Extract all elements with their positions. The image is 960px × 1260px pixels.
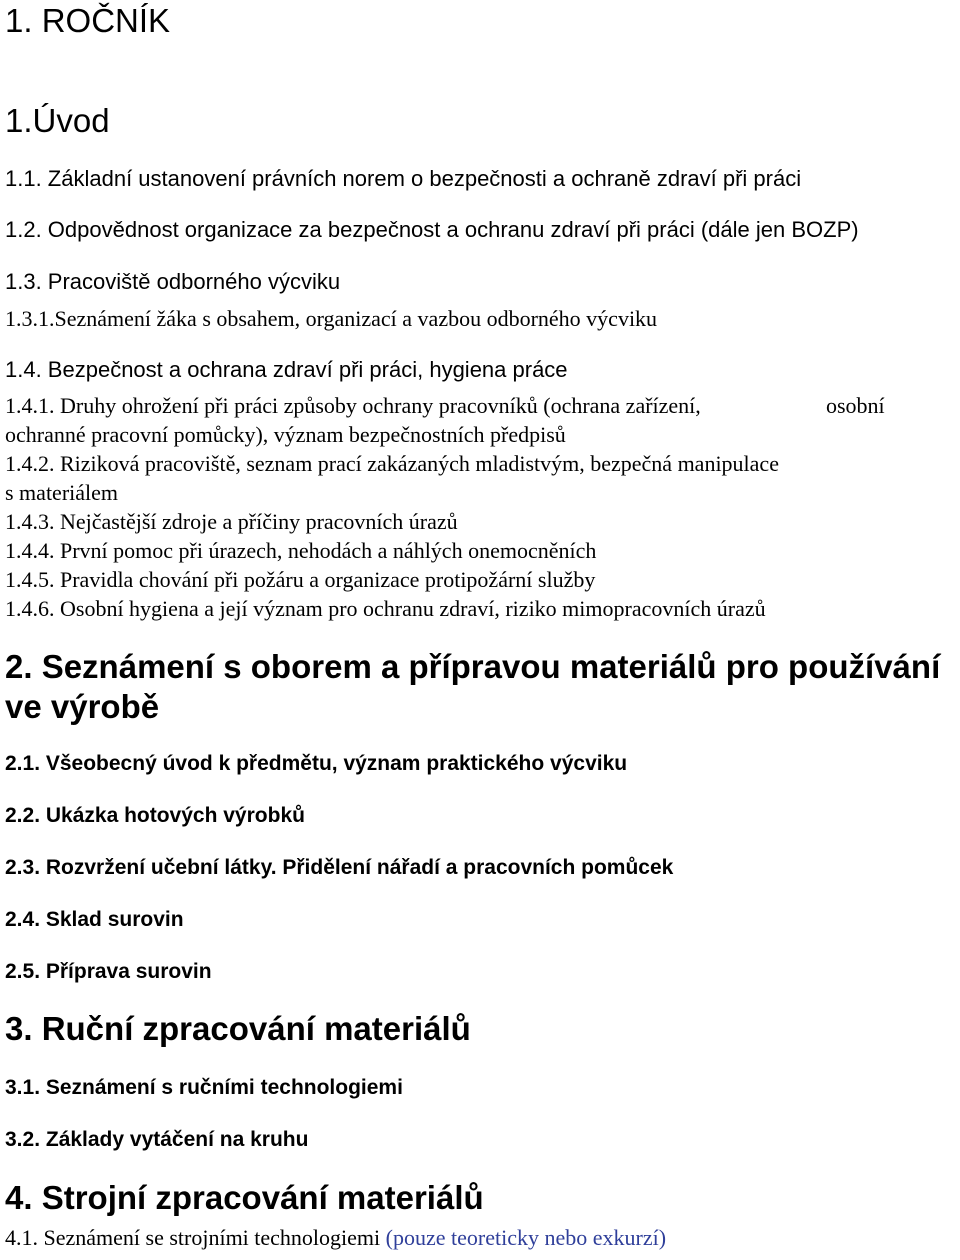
item-2-2: 2.2. Ukázka hotových výrobků: [5, 804, 305, 827]
item-1-3: 1.3. Pracoviště odborného výcviku: [5, 269, 341, 294]
item-4-1-note: (pouze teoreticky nebo exkurzí): [385, 1225, 667, 1250]
section-2-heading-line2: ve výrobě: [5, 688, 160, 725]
item-2-3: 2.3. Rozvržení učební látky. Přidělení nářadí a pracovních pomůcek: [5, 856, 674, 879]
item-1-4-5: 1.4.5. Pravidla chování při požáru a organizace protipožární služby: [5, 567, 596, 592]
section-4-heading: 4. Strojní zpracování materiálů: [5, 1179, 484, 1216]
item-4-1-text: 4.1. Seznámení se strojními technologiemi: [5, 1225, 381, 1250]
item-3-1: 3.1. Seznámení s ručními technologiemi: [5, 1076, 403, 1099]
section-3-heading: 3. Ruční zpracování materiálů: [5, 1010, 471, 1047]
item-2-1: 2.1. Všeobecný úvod k předmětu, význam praktického výcviku: [5, 752, 628, 775]
item-1-4-2-continuation: s materiálem: [5, 480, 119, 505]
item-3-2: 3.2. Základy vytáčení na kruhu: [5, 1128, 309, 1151]
item-1-1: 1.1. Základní ustanovení právních norem o bezpečnosti a ochraně zdraví při práci: [5, 166, 802, 191]
section-2-heading-line1: 2. Seznámení s oborem a přípravou materiálů pro používání: [5, 648, 941, 685]
item-1-4-1-part1: 1.4.1. Druhy ohrožení při práci způsoby ochrany pracovníků (ochrana zařízení,: [5, 393, 701, 418]
item-4-1: [5, 1225, 666, 1251]
year-heading: 1. ROČNÍK: [5, 2, 171, 39]
item-1-4-2: 1.4.2. Riziková pracoviště, seznam prací zakázaných mladistvým, bezpečná manipulace: [5, 451, 779, 476]
item-1-2: 1.2. Odpovědnost organizace za bezpečnost a ochranu zdraví při práci (dále jen BOZP): [5, 217, 859, 242]
item-2-5: 2.5. Příprava surovin: [5, 960, 212, 983]
item-1-4-1-continuation: ochranné pracovní pomůcky), význam bezpečnostních předpisů: [5, 422, 566, 447]
item-1-4-3: 1.4.3. Nejčastější zdroje a příčiny pracovních úrazů: [5, 509, 458, 534]
item-1-3-1: 1.3.1.Seznámení žáka s obsahem, organizací a vazbou odborného výcviku: [5, 306, 658, 331]
item-1-4-4: 1.4.4. První pomoc při úrazech, nehodách a náhlých onemocněních: [5, 538, 597, 563]
item-1-4-1-part2: osobní: [826, 393, 885, 418]
item-1-4: 1.4. Bezpečnost a ochrana zdraví při práci, hygiena práce: [5, 357, 568, 382]
section-1-heading: 1.Úvod: [5, 102, 110, 139]
item-2-4: 2.4. Sklad surovin: [5, 908, 184, 931]
item-1-4-6: 1.4.6. Osobní hygiena a její význam pro ochranu zdraví, riziko mimopracovních úrazů: [5, 596, 766, 621]
